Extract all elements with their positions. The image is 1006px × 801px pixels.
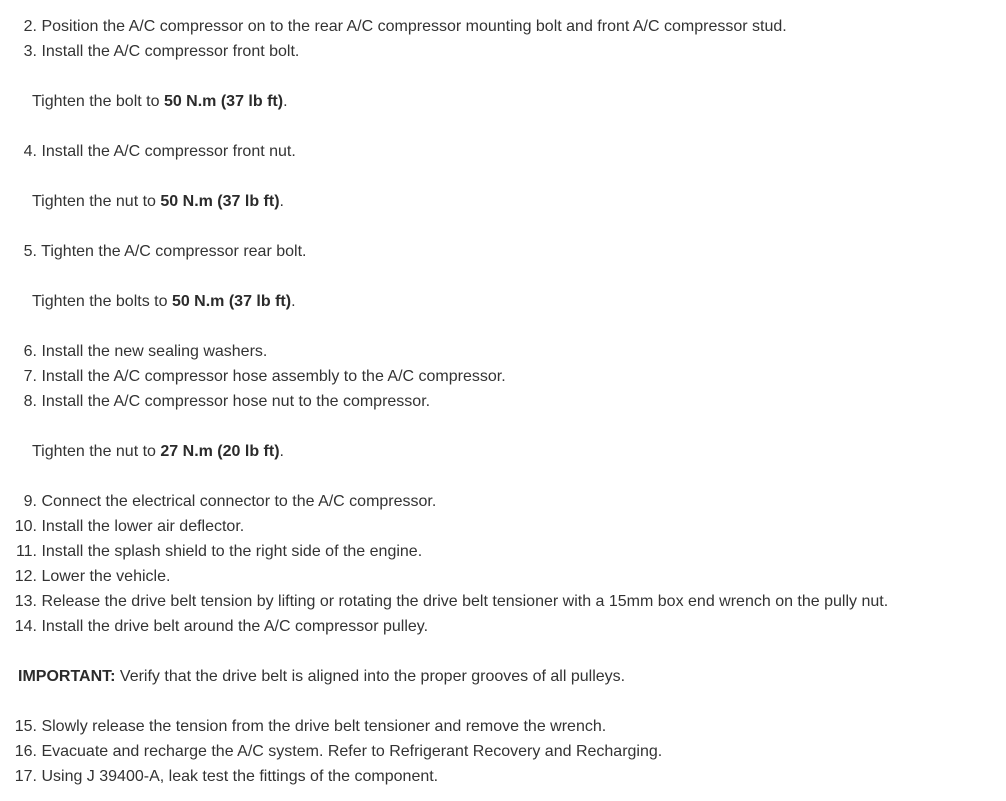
step-2 (0, 14, 787, 39)
step-text: Release the drive belt tension by lifting or rotating the drive belt tensioner with a 15mm box end wrench on the pully nut. (41, 593, 889, 610)
step-3 (0, 39, 299, 64)
step-number: 3. (23, 43, 37, 60)
step-number: 9. (23, 493, 37, 510)
torque-prefix: Tighten the nut to (32, 443, 161, 460)
torque-suffix: . (291, 293, 296, 310)
torque-prefix: Tighten the bolts to (32, 293, 172, 310)
step-number: 13. (14, 593, 37, 610)
torque-suffix: . (279, 193, 284, 210)
step-number: 12. (14, 568, 37, 585)
step-text: Connect the electrical connector to the A/C compressor. (41, 493, 437, 510)
step-number: 7. (23, 368, 37, 385)
step-4 (0, 139, 296, 164)
step-number: 8. (23, 393, 37, 410)
step-text: Tighten the A/C compressor rear bolt. (41, 243, 307, 260)
important-note (0, 664, 625, 689)
step-text: Install the A/C compressor front nut. (41, 143, 296, 160)
step-12 (0, 564, 170, 589)
step-number: 15. (14, 718, 37, 735)
step-17 (0, 764, 438, 789)
step-text: Slowly release the tension from the drive belt tensioner and remove the wrench. (41, 718, 607, 735)
step-10 (0, 514, 244, 539)
step-number: 14. (14, 618, 37, 635)
step-text: Install the A/C compressor hose assembly to the A/C compressor. (41, 368, 506, 385)
step-text: Using J 39400-A, leak test the fittings of the component. (41, 768, 439, 785)
step-text: Position the A/C compressor on to the rear A/C compressor mounting bolt and front A/C compressor stud. (41, 18, 787, 35)
torque-spec-4 (0, 439, 284, 464)
step-number: 17. (14, 768, 37, 785)
torque-suffix: . (279, 443, 284, 460)
step-number: 6. (23, 343, 37, 360)
step-number: 16. (14, 743, 37, 760)
torque-prefix: Tighten the bolt to (32, 93, 164, 110)
step-number: 2. (23, 18, 37, 35)
step-number: 10. (14, 518, 37, 535)
step-text: Install the drive belt around the A/C compressor pulley. (41, 618, 429, 635)
step-text: Install the splash shield to the right side of the engine. (41, 543, 423, 560)
step-9 (0, 489, 436, 514)
important-label: IMPORTANT: (18, 668, 116, 685)
torque-value: 50 N.m (37 lb ft) (171, 293, 292, 310)
step-6 (0, 339, 267, 364)
step-text: Install the A/C compressor hose nut to the compressor. (41, 393, 431, 410)
torque-suffix: . (283, 93, 288, 110)
step-text: Evacuate and recharge the A/C system. Refer to Refrigerant Recovery and Recharging. (41, 743, 663, 760)
step-8 (0, 389, 430, 414)
torque-spec-2 (0, 189, 284, 214)
important-text: Verify that the drive belt is aligned into the proper grooves of all pulleys. (115, 668, 626, 685)
torque-value: 50 N.m (37 lb ft) (163, 93, 284, 110)
step-text: Install the new sealing washers. (41, 343, 268, 360)
step-15 (0, 714, 606, 739)
torque-spec-1 (0, 89, 288, 114)
step-number: 11. (15, 543, 37, 560)
torque-prefix: Tighten the nut to (32, 193, 161, 210)
step-14 (0, 614, 428, 639)
step-number: 5. (23, 243, 37, 260)
step-text: Install the lower air deflector. (41, 518, 245, 535)
step-13 (0, 589, 888, 614)
torque-spec-3 (0, 289, 296, 314)
step-text: Lower the vehicle. (41, 568, 171, 585)
step-11 (0, 539, 422, 564)
torque-value: 50 N.m (37 lb ft) (160, 193, 280, 210)
step-7 (0, 364, 506, 389)
step-number: 4. (23, 143, 37, 160)
step-text: Install the A/C compressor front bolt. (41, 43, 300, 60)
step-16 (0, 739, 662, 764)
step-5 (0, 239, 306, 264)
torque-value: 27 N.m (20 lb ft) (160, 443, 280, 460)
